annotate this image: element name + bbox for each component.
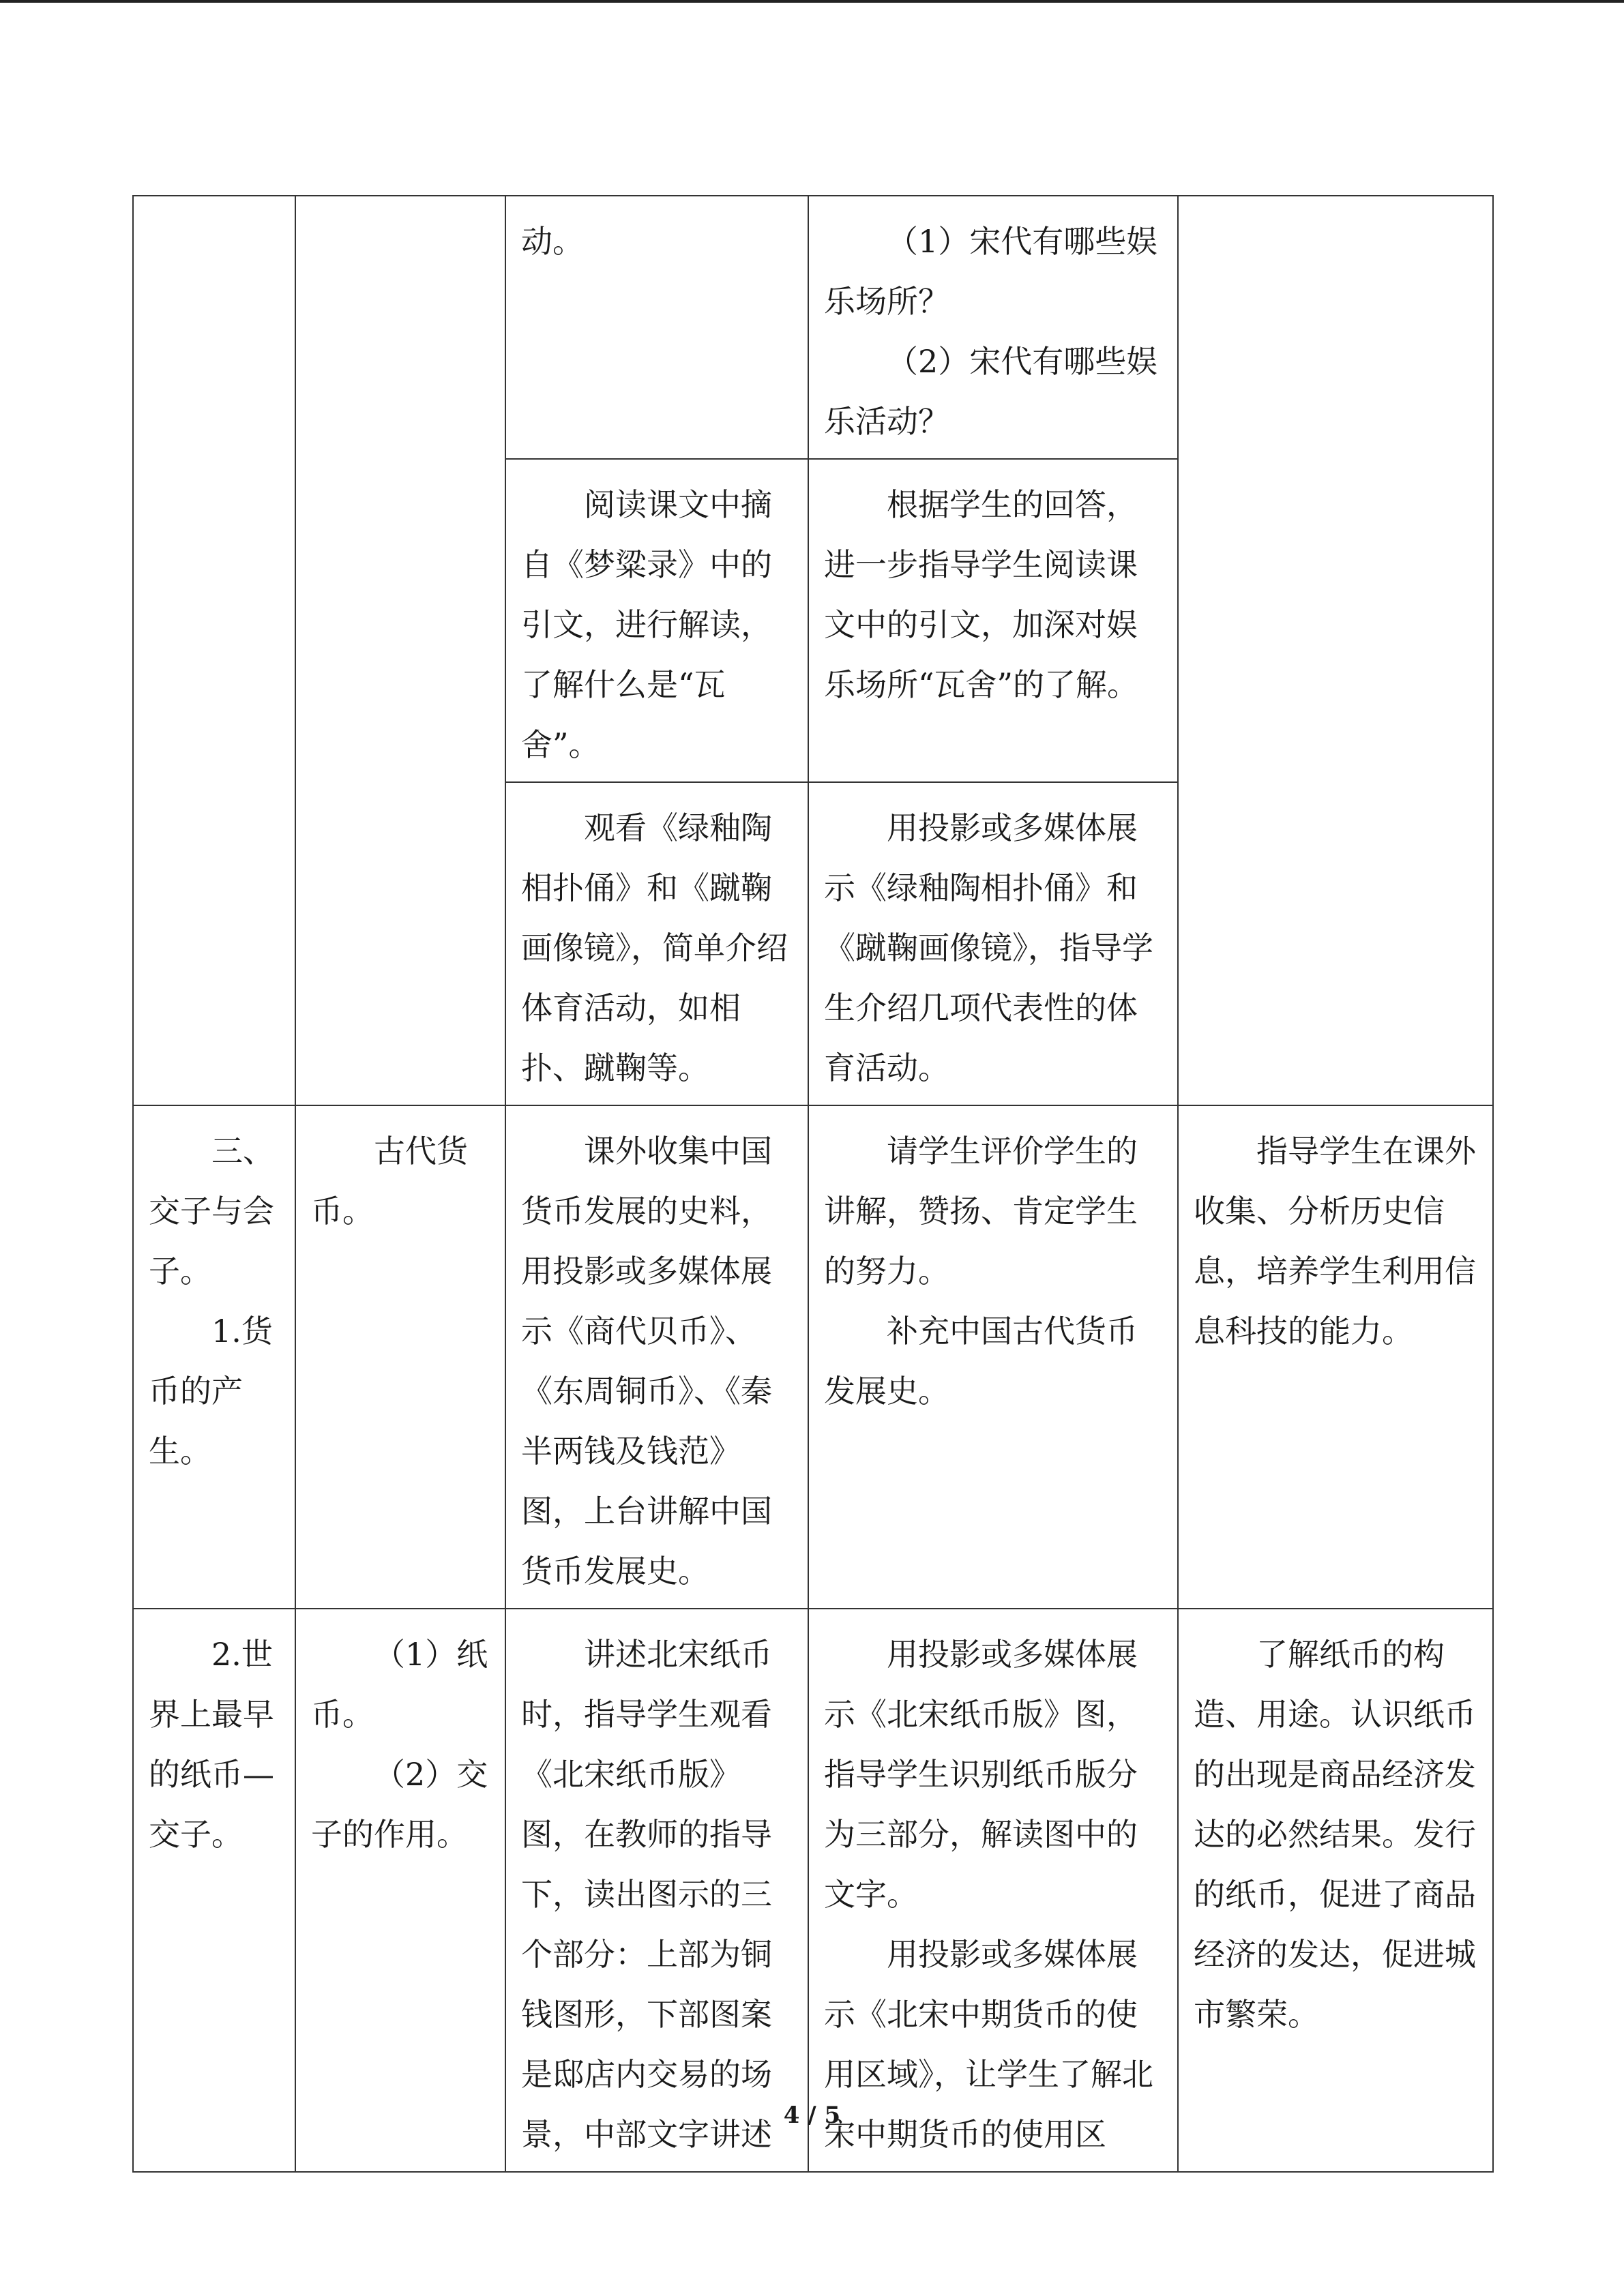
cell-text: 用投影或多媒体展示《北宋中期货币的使用区域》，让学生了解北宋中期货币的使用区 — [824, 1936, 1153, 2153]
stage-cell — [133, 196, 295, 1105]
intent-cell — [1178, 1609, 1493, 2172]
table-row — [133, 1609, 1493, 2172]
cell-text: 2.世界上最早的纸币—交子。 — [149, 1636, 274, 1853]
cell-text: 指导学生在课外收集、分析历史信息，培养学生利用信息科技的能力。 — [1194, 1133, 1476, 1350]
cell-text: 三、交子与会子。 — [149, 1133, 274, 1289]
stage-cell — [133, 1609, 295, 2172]
cell-text: （1）宋代有哪些娱乐场所？ — [824, 223, 1158, 320]
content-cell — [295, 1105, 505, 1609]
cell-text: 课外收集中国货币发展的史料，用投影或多媒体展示《商代贝币》、《东周铜币》、《秦半两钱及钱范》图，上台讲解中国货币发展史。 — [521, 1133, 772, 1590]
lesson-plan-table — [132, 195, 1494, 2173]
teacher-activity-cell — [808, 1105, 1178, 1609]
intent-cell — [1178, 1105, 1493, 1609]
table-row — [133, 196, 1493, 459]
cell-text: 动。 — [521, 223, 584, 260]
cell-text: （2）宋代有哪些娱乐活动？ — [824, 343, 1158, 440]
cell-text: 用投影或多媒体展示《北宋纸币版》图，指导学生识别纸币版分为三部分，解读图中的文字。 — [824, 1636, 1138, 1913]
cell-text: 1.货币的产生。 — [149, 1313, 273, 1470]
cell-text: （2）交子的作用。 — [311, 1756, 488, 1853]
content-cell — [295, 196, 505, 1105]
student-activity-cell — [505, 782, 808, 1105]
cell-text: 古代货币。 — [311, 1133, 468, 1229]
cell-text: 用投影或多媒体展示《绿釉陶相扑俑》和《蹴鞠画像镜》，指导学生介绍几项代表性的体育活动。 — [824, 809, 1153, 1086]
student-activity-cell — [505, 1609, 808, 2172]
teacher-activity-cell — [808, 196, 1178, 459]
cell-text: 根据学生的回答，进一步指导学生阅读课文中的引文，加深对娱乐场所“瓦舍”的了解。 — [824, 486, 1139, 703]
cell-text: 了解纸币的构造、用途。认识纸币的出现是商品经济发达的必然结果。发行的纸币，促进了商品经济的发达，促进城市繁荣。 — [1194, 1636, 1476, 2033]
cell-text: （1）纸币。 — [311, 1636, 488, 1733]
top-border-rule — [0, 0, 1624, 3]
teacher-activity-cell — [808, 459, 1178, 782]
cell-text: 观看《绿釉陶相扑俑》和《蹴鞠画像镜》，简单介绍体育活动，如相扑、蹴鞠等。 — [521, 809, 788, 1086]
cell-text: 补充中国古代货币发展史。 — [824, 1313, 1138, 1410]
student-activity-cell — [505, 196, 808, 459]
cell-text: 请学生评价学生的讲解，赞扬、肯定学生的努力。 — [824, 1133, 1138, 1289]
teacher-activity-cell — [808, 782, 1178, 1105]
content-cell — [295, 1609, 505, 2172]
table-row — [133, 1105, 1493, 1609]
cell-text: 讲述北宋纸币时，指导学生观看《北宋纸币版》图，在教师的指导下，读出图示的三个部分：上部为铜钱图形，下部图案是邸店内交易的场景，中部文字讲述 — [521, 1636, 772, 2153]
intent-cell — [1178, 196, 1493, 1105]
page-number: 4 / 5 — [783, 2102, 841, 2129]
stage-cell — [133, 1105, 295, 1609]
cell-text: 阅读课文中摘自《梦粱录》中的引文，进行解读，了解什么是“瓦舍”。 — [521, 486, 772, 763]
student-activity-cell — [505, 459, 808, 782]
student-activity-cell — [505, 1105, 808, 1609]
teacher-activity-cell — [808, 1609, 1178, 2172]
